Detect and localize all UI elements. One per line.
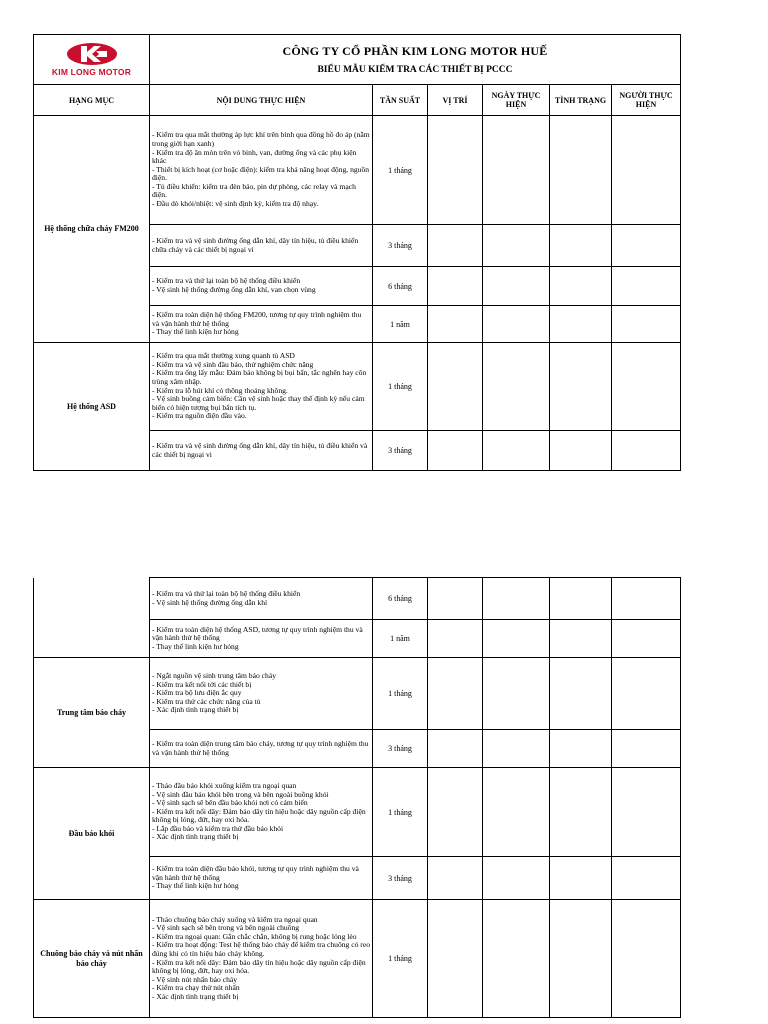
frequency-cell: 6 tháng [373,578,428,620]
task-line: - Ngắt nguồn vệ sinh trung tâm báo cháy [152,671,277,681]
task-line: - Kiểm tra kết nối dây: Đảm bảo dây tín hiệu hoặc dây nguồn cấp điện không bị lỏng, đứt, hay oxi hóa. [152,806,366,825]
task-line: - Kiểm tra toàn diện hệ thống FM200, tương tự quy trình nghiệm thu và vận hành thử hệ thống [152,310,362,328]
date-cell[interactable] [483,857,550,900]
task-line: - Kiểm tra kết nối dây: Đảm bảo dây tín hiệu hoặc dây nguồn cấp điện không bị lỏng, đứt, hay oxi hóa. [152,957,366,976]
person-cell[interactable] [612,730,681,768]
form-header-row [34,35,681,85]
task-content [150,343,373,431]
category-continued [34,578,150,658]
location-cell[interactable] [428,730,483,768]
task-line: - Thay thế linh kiện hư hỏng [152,881,239,891]
person-cell[interactable] [612,658,681,730]
task-content [150,116,373,225]
col-header-location: VỊ TRÍ [428,85,483,116]
task-content [150,225,373,267]
task-line: - Kiểm tra thử các chức năng của tủ [152,696,261,706]
task-line: - Kiểm tra nguồn điện đầu vào. [152,411,247,421]
task-content [150,578,373,620]
frequency-cell: 3 tháng [373,730,428,768]
inspection-table-page1 [33,34,681,471]
col-header-frequency: TẦN SUẤT [373,85,428,116]
date-cell[interactable] [483,267,550,306]
col-header-category: HẠNG MỤC [34,85,150,116]
frequency-cell: 3 tháng [373,225,428,267]
task-line: - Thay thế linh kiện hư hỏng [152,327,239,337]
col-header-status: TÌNH TRẠNG [550,85,612,116]
form-title: BIỂU MẪU KIỂM TRA CÁC THIẾT BỊ PCCC [317,65,513,75]
date-cell[interactable] [483,306,550,343]
status-cell[interactable] [550,267,612,306]
task-content [150,658,373,730]
task-line: - Đầu dò khói/nhiệt: vệ sinh định kỳ, kiểm tra độ nhạy. [152,199,319,209]
kim-long-logo-icon [65,42,119,66]
task-line: - Lắp đầu báo và kiểm tra thử đầu báo khói [152,823,284,833]
location-cell[interactable] [428,225,483,267]
company-logo [34,42,149,77]
person-cell[interactable] [612,857,681,900]
task-line: - Kiểm tra hoạt động: Test hệ thống báo cháy để kiểm tra chuông có reo đúng khi có tín hiệu báo cháy không. [152,940,371,958]
date-cell[interactable] [483,900,550,1018]
frequency-cell: 1 năm [373,620,428,658]
frequency-cell: 1 tháng [373,768,428,857]
task-line: - Kiểm tra toàn diện đầu báo khói, tương tự quy trình nghiệm thu và vận hành thử hệ thống [152,864,359,882]
location-cell[interactable] [428,306,483,343]
location-cell[interactable] [428,431,483,471]
task-line: - Vệ sinh hệ thống đường ống dẫn khí [152,597,268,607]
inspection-table-page2 [33,577,681,1018]
task-line: - Thay thế linh kiện hư hỏng [152,641,239,651]
status-cell[interactable] [550,857,612,900]
table-row [34,768,681,857]
task-content [150,431,373,471]
col-header-date: NGÀY THỰC HIỆN [483,85,550,116]
task-line: - Kiểm tra ngoại quan: Gắn chắc chắn, không bị rung hoặc lỏng lẻo [152,931,357,941]
location-cell[interactable] [428,768,483,857]
task-line: - Kiểm tra và thử lại toàn bộ hệ thống điều khiển [152,276,301,286]
table-row [34,578,681,620]
task-content [150,900,373,1018]
location-cell[interactable] [428,578,483,620]
status-cell[interactable] [550,768,612,857]
status-cell[interactable] [550,658,612,730]
person-cell[interactable] [612,343,681,431]
task-content [150,620,373,658]
date-cell[interactable] [483,768,550,857]
column-header-row [34,85,681,116]
person-cell[interactable] [612,116,681,225]
task-line: - Kiểm tra chạy thử nút nhấn [152,983,240,993]
frequency-cell: 1 tháng [373,116,428,225]
location-cell[interactable] [428,620,483,658]
frequency-cell: 1 năm [373,306,428,343]
logo-text: KIM LONG MOTOR [51,67,132,77]
frequency-cell: 1 tháng [373,658,428,730]
date-cell[interactable] [483,730,550,768]
frequency-cell: 3 tháng [373,857,428,900]
frequency-cell: 3 tháng [373,431,428,471]
task-line: - Thiết bị kích hoạt (cơ hoặc điện): kiểm tra khả năng hoạt động, nguồn điện. [152,164,370,183]
task-line: - Vệ sinh buồng cảm biến: Cần vệ sinh hoặc thay thế định kỳ nếu cảm biến có hiện tượng bụi bẩn tích tụ. [152,394,365,412]
logo-cell [34,35,150,85]
task-content [150,768,373,857]
task-line: - Kiểm tra qua mắt thường áp lực khí trên bình qua đồng hồ đo áp (nằm trong giới hạn xanh) [152,130,370,148]
category-trung-tam-bao-chay: Trung tâm báo cháy [34,658,150,768]
task-line: - Kiểm tra và thử lại toàn bộ hệ thống điều khiển [152,588,301,598]
person-cell[interactable] [612,267,681,306]
task-line: - Kiểm tra và vệ sinh đầu báo, thử nghiệm chức năng [152,359,314,369]
task-content [150,267,373,306]
task-content [150,730,373,768]
date-cell[interactable] [483,431,550,471]
status-cell[interactable] [550,431,612,471]
task-line: - Kiểm tra và vệ sinh đường ống dẫn khí, dây tín hiệu, tủ điều khiển và các thiết bị ngoại vi [152,440,368,459]
category-dau-bao-khoi: Đầu báo khói [34,768,150,900]
status-cell[interactable] [550,620,612,658]
location-cell[interactable] [428,658,483,730]
task-line: - Tháo chuông báo cháy xuống và kiểm tra ngoại quan [152,914,318,924]
person-cell[interactable] [612,768,681,857]
title-cell [150,35,681,85]
date-cell[interactable] [483,343,550,431]
task-line: - Tháo đầu báo khói xuống kiểm tra ngoại quan [152,780,297,790]
person-cell[interactable] [612,431,681,471]
frequency-cell: 1 tháng [373,343,428,431]
task-line: - Xác định tình trạng thiết bị [152,991,239,1001]
status-cell[interactable] [550,343,612,431]
location-cell[interactable] [428,116,483,225]
table-row [34,900,681,1018]
person-cell[interactable] [612,900,681,1018]
category-chuong-bao-chay-va-nut-nhan-bao-chay: Chuông báo cháy và nút nhấn báo cháy [34,900,150,1018]
date-cell[interactable] [483,578,550,620]
task-line: - Kiểm tra kết nối tới các thiết bị [152,679,252,689]
task-line: - Vệ sinh sạch sẽ bên đầu báo khói nơi có cảm biến [152,798,308,808]
task-line: - Vệ sinh hệ thống đường ống dẫn khí, van chọn vùng [152,285,316,294]
frequency-cell: 1 tháng [373,900,428,1018]
date-cell[interactable] [483,620,550,658]
task-line: - Kiểm tra toàn diện trung tâm báo cháy, tương tự quy trình nghiệm thu và vận hành thử hệ thống [152,738,369,757]
task-line: - Kiểm tra lỗ hút khí có thông thoáng không. [152,385,288,395]
frequency-cell: 6 tháng [373,267,428,306]
task-content [150,306,373,343]
task-line: - Xác định tình trạng thiết bị [152,832,239,842]
task-line: - Vệ sinh đầu báo khói bên trong và bên ngoài buồng khói [152,789,329,799]
task-line: - Kiểm tra qua mắt thường xung quanh tủ ASD [152,351,295,361]
task-line: - Vệ sinh nút nhấn báo cháy [152,974,238,984]
status-cell[interactable] [550,306,612,343]
table-row [34,116,681,225]
task-line: - Tủ điều khiển: kiểm tra đèn báo, pin dự phòng, các relay và mạch điện. [152,181,356,200]
category-he-thong-chua-chay-fm200: Hệ thống chữa cháy FM200 [34,116,150,343]
date-cell[interactable] [483,225,550,267]
person-cell[interactable] [612,306,681,343]
location-cell[interactable] [428,267,483,306]
person-cell[interactable] [612,578,681,620]
date-cell[interactable] [483,658,550,730]
task-line: - Kiểm tra toàn diện hệ thống ASD, tương tự quy trình nghiệm thu và vận hành thử hệ thống [152,624,363,643]
date-cell[interactable] [483,116,550,225]
location-cell[interactable] [428,857,483,900]
status-cell[interactable] [550,225,612,267]
location-cell[interactable] [428,343,483,431]
col-header-person: NGƯỜI THỰC HIỆN [612,85,681,116]
person-cell[interactable] [612,225,681,267]
table-row [34,658,681,730]
task-line: - Xác định tình trạng thiết bị [152,705,239,715]
status-cell[interactable] [550,116,612,225]
person-cell[interactable] [612,620,681,658]
task-line: - Kiểm tra bộ lưu điện ắc quy [152,688,242,698]
status-cell[interactable] [550,578,612,620]
company-name: CÔNG TY CỔ PHẦN KIM LONG MOTOR HUẾ [282,44,548,58]
task-line: - Vệ sinh sạch sẽ bên trong và bên ngoài chuông [152,923,300,933]
col-header-content: NỘI DUNG THỰC HIỆN [150,85,373,116]
status-cell[interactable] [550,730,612,768]
status-cell[interactable] [550,900,612,1018]
location-cell[interactable] [428,900,483,1018]
table-row [34,343,681,431]
task-line: - Kiểm tra độ ăn mòn trên vỏ bình, van, đường ống và các phụ kiện khác [152,147,357,166]
task-line: - Kiểm tra ống lấy mẫu: Đảm bảo không bị bụi bẩn, tắc nghẽn hay côn trùng xâm nhập. [152,368,367,386]
category-he-thong-asd: Hệ thống ASD [34,343,150,471]
task-content [150,857,373,900]
task-line: - Kiểm tra và vệ sinh đường ống dẫn khí, dây tín hiệu, tủ điều khiển chữa cháy và các thiết bị ngoại vi [152,235,359,254]
